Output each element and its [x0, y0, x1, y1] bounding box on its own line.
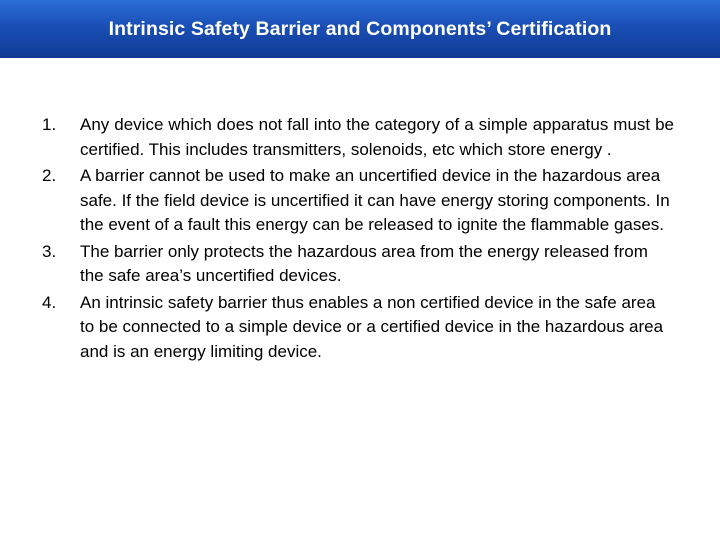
list-item-number: 2.	[42, 166, 57, 185]
list-item	[42, 164, 674, 238]
list-item-text: The barrier only protects the hazardous area from the energy released from the safe area’s uncertified devices.	[80, 241, 648, 285]
numbered-list	[42, 113, 674, 366]
list-item-number: 4.	[42, 292, 57, 312]
list-item-number: 3.	[42, 241, 57, 261]
list-item	[42, 291, 674, 365]
list-item-text: Any device which does not fall into the category of a simple apparatus must be certified. This includes transmitters, solenoids, etc which store energy .	[80, 115, 674, 159]
slide-title: Intrinsic Safety Barrier and Components’ Certification	[108, 17, 612, 40]
list-item	[42, 240, 674, 289]
title-bar	[0, 0, 720, 58]
list-item-text: A barrier cannot be used to make an uncertified device in the hazardous area safe. If the field device is uncertified it can have energy storing components. In the event of a fault this energy can be released to ignite the flammable gases.	[80, 166, 670, 234]
list-item-text: An intrinsic safety barrier thus enables a non certified device in the safe area to be connected to a simple device or a certified device in the hazardous area and is an energy limiting device.	[80, 292, 664, 361]
list-item	[42, 113, 674, 162]
list-item-number: 1.	[42, 115, 57, 134]
